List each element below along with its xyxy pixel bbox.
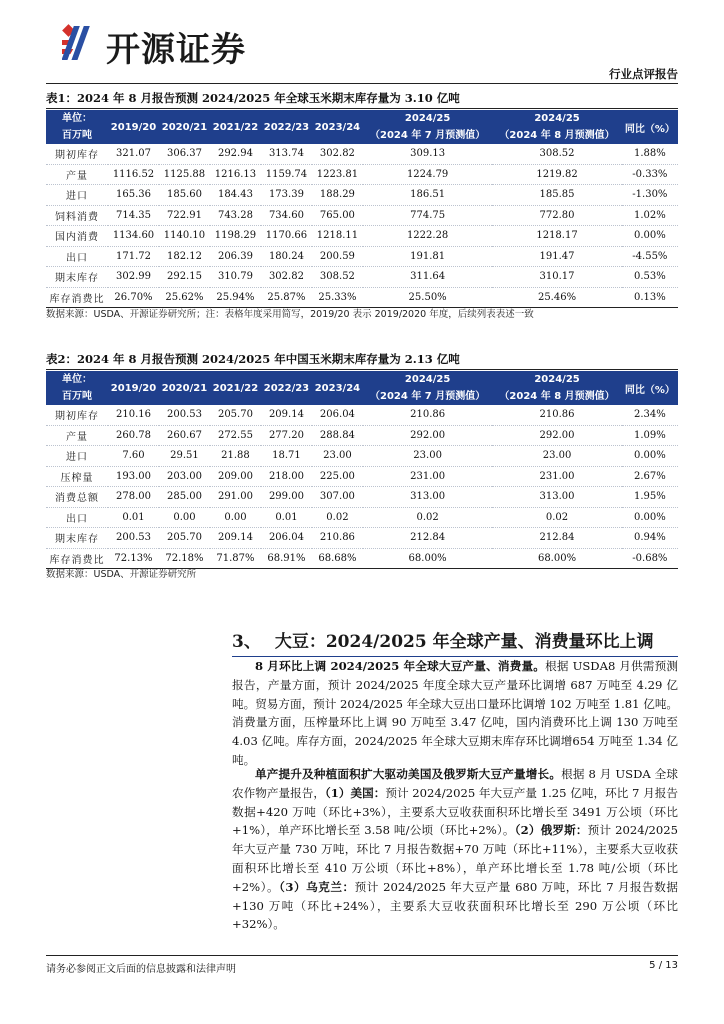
table1-col-header: 2019/20 [108,110,159,144]
table-row [46,287,678,308]
table-cell: 765.00 [312,205,363,226]
table1-source: 数据来源：USDA、开源证券研究所；注：表格年度采用简写，2019/20 表示 2019/2020 年度，后续列表表述一致 [46,309,534,320]
table-cell: 29.51 [159,446,210,467]
table-cell-yoy: 0.53% [622,267,678,288]
table-cell-aug: 0.02 [492,507,621,528]
table-cell-jul: 309.13 [363,144,492,164]
table-cell-aug: 185.85 [492,185,621,206]
table-cell: 313.74 [261,144,312,164]
table2-col-header: 2022/23 [261,371,312,405]
row-label: 期末库存 [46,528,108,549]
table1-col-header: 2020/21 [159,110,210,144]
table-row [46,267,678,288]
table-cell: 1140.10 [159,226,210,247]
paragraph-1-body: 根据 USDA8 月供需预测报告，产量方面，预计 2024/2025 年度全球大豆产量环比调增 687 万吨至 4.29 亿吨。贸易方面，预计 2024/2025 年全球大豆出口量环比调增 102 万吨至 1.81 亿吨。消费量方面，压榨量环比上调 90 万吨至 3.47 亿吨，国内消费环比上调 130 万吨至 4.03 亿吨。库存方面，2024/2025 年全球大豆期末库存环比调增654 万吨至 1.34 亿吨。 [232,659,679,767]
table-cell: 21.88 [210,446,261,467]
table-cell: 292.94 [210,144,261,164]
row-label: 饲料消费 [46,205,108,226]
table-cell: 277.20 [261,425,312,446]
section-heading [232,627,654,652]
table-cell: 299.00 [261,487,312,508]
table-cell: 1216.13 [210,164,261,185]
table2-col-header: 2020/21 [159,371,210,405]
table2-col-header: 2021/22 [210,371,261,405]
table-cell-aug: 1219.82 [492,164,621,185]
table-cell-aug: 310.17 [492,267,621,288]
table-cell: 302.82 [312,144,363,164]
table-cell-aug: 231.00 [492,466,621,487]
footer-divider [46,955,678,956]
table-cell-jul: 313.00 [363,487,492,508]
paragraph-2-text: 预计 2024/2025 年大豆产量 680 万吨，环比 7 月报告数据+130 万吨（环比+24%），主要系大豆收获面积环比增长至 290 万公顷（环比+32%）。 [232,879,678,932]
table-cell: 165.36 [108,185,159,206]
table-cell-jul: 1222.28 [363,226,492,247]
table-cell-yoy: 1.02% [622,205,678,226]
table2-title: 表2：2024 年 8 月报告预测 2024/2025 年中国玉米期末库存量为 2.13 亿吨 [46,352,460,366]
table-cell: 206.39 [210,246,261,267]
table-cell: 210.16 [108,405,159,425]
table-row [46,205,678,226]
table-cell-yoy: -0.33% [622,164,678,185]
table-cell-yoy: 0.13% [622,287,678,308]
table-cell-aug: 191.47 [492,246,621,267]
table-cell-aug: 68.00% [492,548,621,569]
table-cell-aug: 1218.17 [492,226,621,247]
table-cell: 734.60 [261,205,312,226]
paragraph-1-lead: 8 月环比上调 2024/2025 年全球大豆产量、消费量。 [255,659,546,673]
table2-title-rule [46,369,678,370]
table-cell-yoy: 0.00% [622,226,678,247]
table-cell: 72.13% [108,548,159,569]
paragraph-2-text: 预计 2024/2025 年大豆产量 730 万吨，环比 7 月报告数据+70 万吨（环比+11%），主要系大豆收获面积环比增长至 410 万公顷（环比+8%），单产环比增长至 1.78 吨/公顷（环比+2%）。 [232,823,678,894]
table-row [46,164,678,185]
table1-title-rule [46,108,678,109]
table-cell: 308.52 [312,267,363,288]
table-row [46,425,678,446]
table-cell-aug: 210.86 [492,405,621,425]
table-cell: 200.59 [312,246,363,267]
page-number: 5 / 13 [649,960,678,971]
table-row [46,144,678,164]
table-cell-jul: 0.02 [363,507,492,528]
table2 [46,371,678,569]
table-cell: 25.87% [261,287,312,308]
table-cell-aug: 25.46% [492,287,621,308]
table-cell: 0.02 [312,507,363,528]
table-cell: 743.28 [210,205,261,226]
row-label: 库存消费比 [46,287,108,308]
table-cell: 68.68% [312,548,363,569]
table-cell-jul: 1224.79 [363,164,492,185]
paragraph-2-marker-russia: （2）俄罗斯： [514,823,588,838]
paragraph-1 [232,657,678,770]
table-cell-jul: 311.64 [363,267,492,288]
table-cell: 1134.60 [108,226,159,247]
table-cell-yoy: 1.95% [622,487,678,508]
paragraph-2 [232,765,678,934]
row-label: 期初库存 [46,405,108,425]
table2-aug-header: 2024/25 （2024 年 8 月预测值） [492,371,621,405]
table1-col-header: 2021/22 [210,110,261,144]
table-cell: 321.07 [108,144,159,164]
table-row [46,185,678,206]
table-cell-yoy: 0.94% [622,528,678,549]
table-cell: 1116.52 [108,164,159,185]
table-cell: 1218.11 [312,226,363,247]
table-cell: 68.91% [261,548,312,569]
table-cell: 302.82 [261,267,312,288]
table-cell-yoy: 2.67% [622,466,678,487]
table-cell-jul: 774.75 [363,205,492,226]
table-cell-jul: 68.00% [363,548,492,569]
table-cell: 18.71 [261,446,312,467]
table-cell-jul: 191.81 [363,246,492,267]
table-cell-yoy: 0.00% [622,446,678,467]
row-label: 国内消费 [46,226,108,247]
section-number: 3、 [232,632,261,652]
table-cell: 206.04 [261,528,312,549]
table-cell-jul: 25.50% [363,287,492,308]
section-title: 大豆：2024/2025 年全球产量、消费量环比上调 [274,632,654,652]
table-row [46,446,678,467]
table-row [46,507,678,528]
paragraph-2-text: 根据 8 月 USDA 全球农作物产量报告， [232,767,678,800]
table1-unit-header: 单位： 百万吨 [46,110,108,144]
table-cell: 1125.88 [159,164,210,185]
document-type: 行业点评报告 [609,67,678,81]
table-cell: 173.39 [261,185,312,206]
table-cell: 292.15 [159,267,210,288]
table1-col-header: 2023/24 [312,110,363,144]
table-cell: 285.00 [159,487,210,508]
table-cell: 260.67 [159,425,210,446]
table-cell-yoy: -0.68% [622,548,678,569]
table-row [46,528,678,549]
logo-mark-icon [62,20,102,64]
table-cell: 205.70 [159,528,210,549]
table-cell: 25.62% [159,287,210,308]
table-cell: 72.18% [159,548,210,569]
table-cell: 210.86 [312,528,363,549]
row-label: 进口 [46,446,108,467]
table-cell: 200.53 [108,528,159,549]
table-cell: 171.72 [108,246,159,267]
table-cell: 180.24 [261,246,312,267]
paragraph-2-text: 预计 2024/2025 年大豆产量 1.25 亿吨，环比 7 月报告数据+420 万吨（环比+3%），主要系大豆收获面积环比增长至 3491 万公顷（环比+1%），单产环比增长至 3.58 吨/公顷（环比+2%）。 [232,785,678,838]
table-cell-jul: 23.00 [363,446,492,467]
table-cell-jul: 292.00 [363,425,492,446]
table-cell-aug: 292.00 [492,425,621,446]
table-cell-aug: 772.80 [492,205,621,226]
table1-yoy-header: 同比（%） [622,110,678,144]
table-cell: 306.37 [159,144,210,164]
paragraph-2-marker-us: （1）美国： [324,785,386,800]
table2-col-header: 2019/20 [108,371,159,405]
table-cell: 209.14 [261,405,312,425]
table2-jul-header: 2024/25 （2024 年 7 月预测值） [363,371,492,405]
row-label: 期末库存 [46,267,108,288]
table-row [46,226,678,247]
table-row [46,487,678,508]
table-cell: 288.84 [312,425,363,446]
row-label: 库存消费比 [46,548,108,569]
table-cell: 302.99 [108,267,159,288]
table-cell: 184.43 [210,185,261,206]
table-cell: 23.00 [312,446,363,467]
table-cell: 722.91 [159,205,210,226]
table-cell: 206.04 [312,405,363,425]
paragraph-2-marker-ukraine: （3）乌克兰： [279,879,355,894]
table-cell-yoy: -1.30% [622,185,678,206]
table-cell-yoy: 1.88% [622,144,678,164]
table-cell: 185.60 [159,185,210,206]
table-cell-jul: 210.86 [363,405,492,425]
logo-text: 开源证券 [106,30,246,70]
table-cell: 260.78 [108,425,159,446]
table-cell: 205.70 [210,405,261,425]
table-cell-jul: 212.84 [363,528,492,549]
row-label: 产量 [46,425,108,446]
table1-title: 表1：2024 年 8 月报告预测 2024/2025 年全球玉米期末库存量为 3.10 亿吨 [46,91,460,105]
table1-jul-header: 2024/25 （2024 年 7 月预测值） [363,110,492,144]
table-cell-yoy: 1.09% [622,425,678,446]
table-cell-jul: 231.00 [363,466,492,487]
table-cell: 182.12 [159,246,210,267]
table-cell-aug: 313.00 [492,487,621,508]
table-cell: 310.79 [210,267,261,288]
disclaimer-note: 请务必参阅正文后面的信息披露和法律声明 [46,964,236,975]
table-row [46,466,678,487]
row-label: 出口 [46,246,108,267]
table-cell: 71.87% [210,548,261,569]
table-cell: 200.53 [159,405,210,425]
table-cell: 218.00 [261,466,312,487]
paragraph-2-lead: 单产提升及种植面积扩大驱动美国及俄罗斯大豆产量增长。 [255,767,562,781]
table-cell: 0.00 [159,507,210,528]
row-label: 消费总额 [46,487,108,508]
table-row [46,246,678,267]
table2-unit-header: 单位： 百万吨 [46,371,108,405]
row-label: 压榨量 [46,466,108,487]
table-cell: 291.00 [210,487,261,508]
row-label: 进口 [46,185,108,206]
table-cell: 203.00 [159,466,210,487]
table2-yoy-header: 同比（%） [622,371,678,405]
table2-header-row [46,371,678,405]
row-label: 出口 [46,507,108,528]
table-cell: 1198.29 [210,226,261,247]
table1 [46,110,678,308]
table-cell: 272.55 [210,425,261,446]
table-cell: 225.00 [312,466,363,487]
table-cell: 26.70% [108,287,159,308]
table-cell-aug: 308.52 [492,144,621,164]
table-cell: 0.00 [210,507,261,528]
table-cell: 1223.81 [312,164,363,185]
table-row [46,405,678,425]
table-cell: 307.00 [312,487,363,508]
table-cell: 714.35 [108,205,159,226]
table-cell: 0.01 [108,507,159,528]
table1-header-row [46,110,678,144]
table-cell: 25.94% [210,287,261,308]
table-cell: 1159.74 [261,164,312,185]
table-cell-aug: 212.84 [492,528,621,549]
table1-col-header: 2022/23 [261,110,312,144]
row-label: 产量 [46,164,108,185]
table-cell: 209.14 [210,528,261,549]
table-cell-yoy: -4.55% [622,246,678,267]
table-cell-jul: 186.51 [363,185,492,206]
table-cell-yoy: 2.34% [622,405,678,425]
table-cell: 278.00 [108,487,159,508]
table-cell: 7.60 [108,446,159,467]
table1-aug-header: 2024/25 （2024 年 8 月预测值） [492,110,621,144]
table-cell: 0.01 [261,507,312,528]
table-cell-yoy: 0.00% [622,507,678,528]
row-label: 期初库存 [46,144,108,164]
table-cell: 1170.66 [261,226,312,247]
table2-col-header: 2023/24 [312,371,363,405]
table2-source: 数据来源：USDA、开源证券研究所 [46,569,197,580]
table-cell: 188.29 [312,185,363,206]
table-cell: 209.00 [210,466,261,487]
company-logo [62,20,272,70]
table-cell: 25.33% [312,287,363,308]
table-cell-aug: 23.00 [492,446,621,467]
header-divider [46,83,678,84]
table-cell: 193.00 [108,466,159,487]
